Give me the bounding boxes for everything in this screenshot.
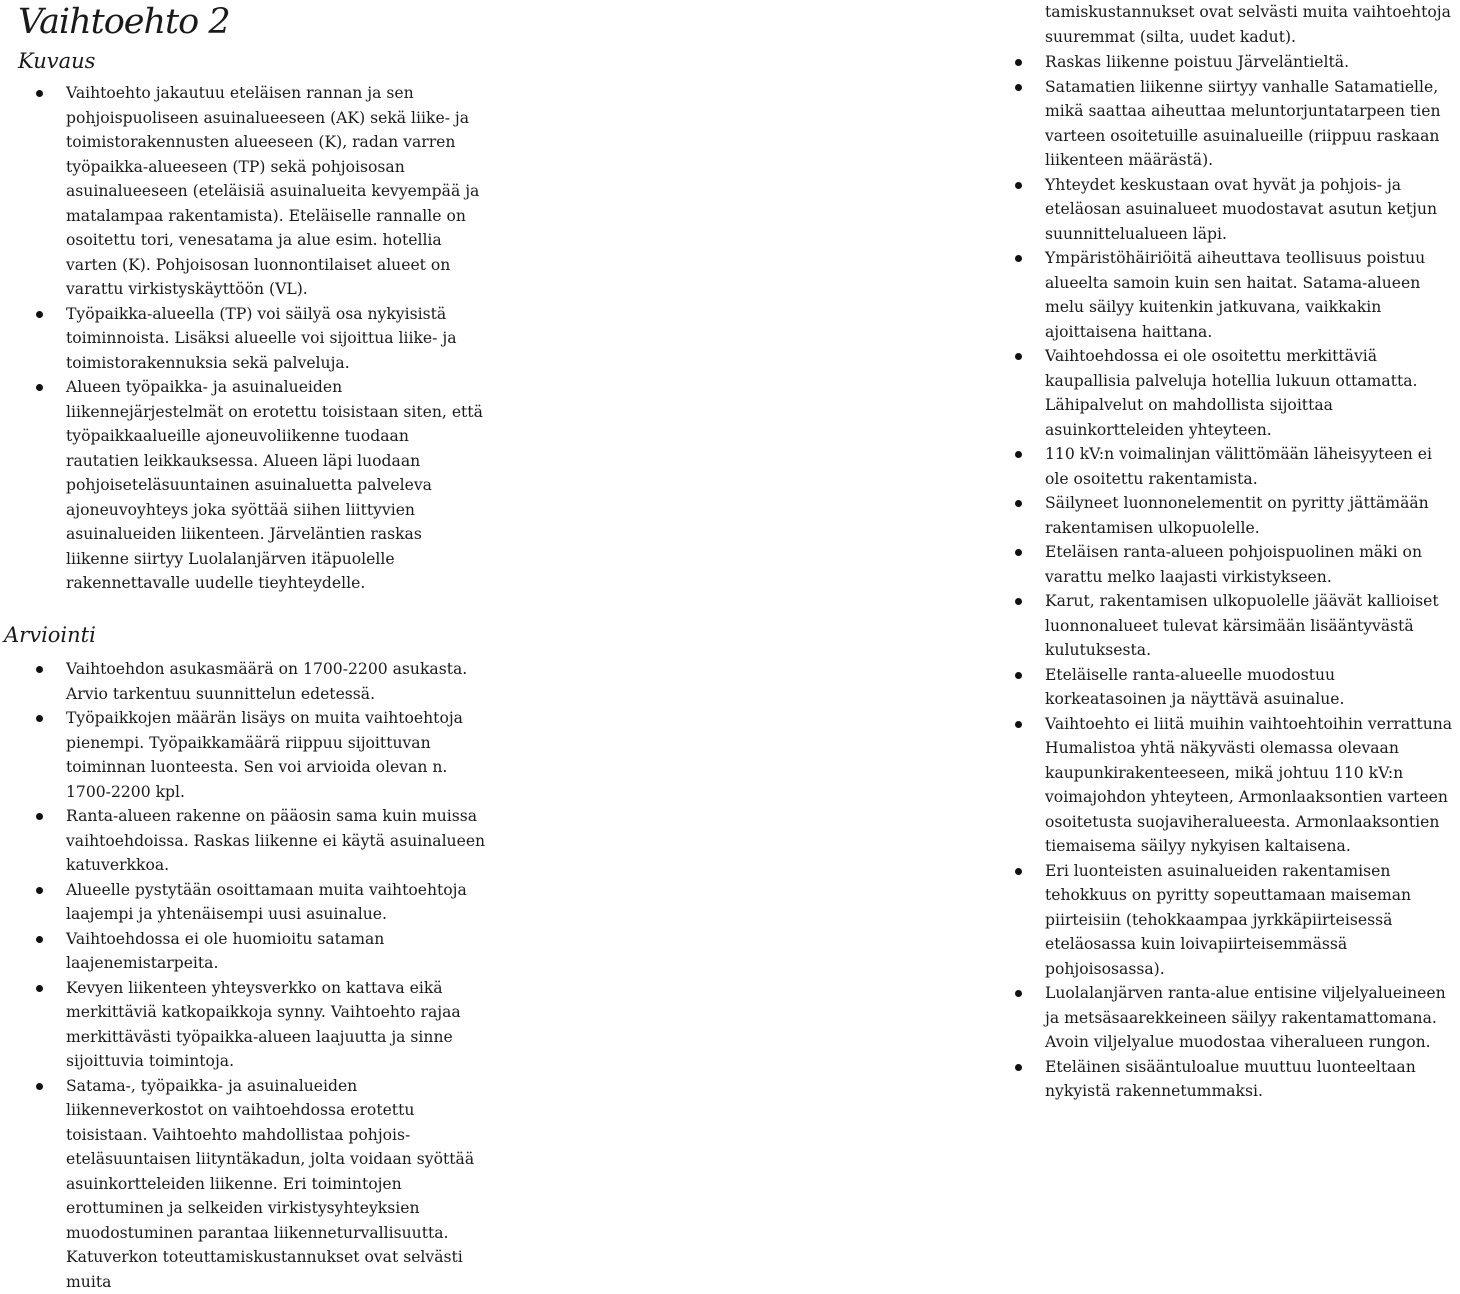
list-item (66, 706, 494, 804)
list-item-text: 110 kV:n voimalinjan välittömään läheisyyteen ei ole osoitettu rakentamista. (1045, 445, 1432, 488)
list-item-text: Vaihtoehdossa ei ole huomioitu sataman laajenemistarpeita. (66, 930, 384, 973)
list-item (1045, 344, 1460, 442)
page-title: Vaihtoehto 2 (18, 2, 230, 42)
list-item (1045, 663, 1460, 712)
list-item-text: Vaihtoehto ei liitä muihin vaihtoehtoihin verrattuna Humalistoa yhtä näkyvästi olemassa olevaan kaupunkirakenteeseen, mikä johtuu 110 kV:n voimajohdon yhteyteen, Armonlaaksontien varteen osoitetusta suojaviheralueesta. Armonlaaksontien tiemaisema säilyy nykyisen kaltaisena. (1045, 715, 1452, 856)
list-item (1045, 491, 1460, 540)
list-item (1045, 1055, 1460, 1104)
bullet-icon (1015, 84, 1022, 91)
list-item (66, 927, 494, 976)
bullet-icon (36, 666, 43, 673)
list-item-text: Alueen työpaikka- ja asuinalueiden liikennejärjestelmät on erotettu toisistaan siten, että työpaikkaalueille ajoneuvoliikenne tuodaan rautatien leikkauksessa. Alueen läpi luodaan pohjoiseteläsuuntainen asuinaluetta palveleva ajoneuvoyhteys joka syöttää siihen liittyvien asuinalueiden liikenteen. Järveläntien raskas liikenne siirtyy Luolalanjärven itäpuolelle rakennettavalle uudelle tieyhteydelle. (66, 378, 483, 592)
bullet-icon (1015, 990, 1022, 997)
arviointi-list (66, 657, 494, 1294)
bullet-icon (1015, 353, 1022, 360)
list-item-text: Työpaikkojen määrän lisäys on muita vaihtoehtoja pienempi. Työpaikkamäärä riippuu sijoittuvan toiminnan luonteesta. Sen voi arvioida olevan n. 1700-2200 kpl. (66, 709, 463, 801)
continued-text: tamiskustannukset ovat selvästi muita vaihtoehtoja suuremmat (silta, uudet kadut). (1045, 0, 1460, 49)
bullet-icon (36, 715, 43, 722)
list-item (1045, 50, 1460, 75)
list-item (1045, 540, 1460, 589)
bullet-icon (1015, 255, 1022, 262)
list-item (1045, 712, 1460, 859)
list-item-text: Luolalanjärven ranta-alue entisine viljelyalueineen ja metsäsaarekkeineen säilyy rakentamattomana. Avoin viljelyalue muodostaa viheralueen rungon. (1045, 984, 1446, 1051)
bullet-icon (36, 887, 43, 894)
bullet-icon (36, 311, 43, 318)
kuvaus-list (66, 81, 486, 596)
bullet-icon (36, 985, 43, 992)
bullet-icon (1015, 549, 1022, 556)
list-item-text: Ympäristöhäiriöitä aiheuttava teollisuus poistuu alueelta samoin kuin sen haitat. Satama-alueen melu säilyy kuitenkin jatkuvana, vaikkakin ajoittaisena haittana. (1045, 249, 1425, 341)
list-item-text: Eteläiselle ranta-alueelle muodostuu korkeatasoinen ja näyttävä asuinalue. (1045, 666, 1345, 709)
list-item-text: Säilyneet luonnonelementit on pyritty jättämään rakentamisen ulkopuolelle. (1045, 494, 1429, 537)
bullet-icon (36, 813, 43, 820)
list-item-text: Satama-, työpaikka- ja asuinalueiden liikenneverkostot on vaihtoehdossa erotettu toisistaan. Vaihtoehto mahdollistaa pohjois-eteläsuuntaisen liityntäkadun, jolta voidaan syöttää asuinkortteleiden liikenne. Eri toimintojen erottuminen ja selkeiden virkistysyhteyksien muodostuminen parantaa liikenneturvallisuutta. Katuverkon toteuttamiskustannukset ovat selvästi muita (66, 1077, 474, 1291)
bullet-icon (1015, 500, 1022, 507)
list-item (66, 302, 486, 376)
list-item-text: Karut, rakentamisen ulkopuolelle jäävät kallioiset luonnonalueet tulevat kärsimään lisääntyvästä kulutuksesta. (1045, 592, 1439, 659)
list-item (1045, 859, 1460, 982)
list-item-text: Vaihtoehto jakautuu eteläisen rannan ja sen pohjoispuoliseen asuinalueeseen (AK) sekä liike- ja toimistorakennusten alueeseen (K), radan varren työpaikka-alueeseen (TP) sekä pohjoisosan asuinalueeseen (eteläisiä asuinalueita kevyempää ja matalampaa rakentamista). Eteläiselle rannalle on osoitettu tori, venesatama ja alue esim. hotellia varten (K). Pohjoisosan luonnontilaiset alueet on varattu virkistyskäyttöön (VL). (66, 84, 479, 298)
arviointi-list-continued (1045, 50, 1460, 1104)
list-item-text: Vaihtoehdon asukasmäärä on 1700-2200 asukasta. Arvio tarkentuu suunnittelun edetessä. (66, 660, 467, 703)
list-item-text: Työpaikka-alueella (TP) voi säilyä osa nykyisistä toiminnoista. Lisäksi alueelle voi sijoittua liike- ja toimistorakennuksia sekä palveluja. (66, 305, 457, 372)
list-item (1045, 75, 1460, 173)
list-item-text: Eteläinen sisääntuloalue muuttuu luonteeltaan nykyistä rakennetummaksi. (1045, 1058, 1416, 1101)
bullet-icon (36, 1083, 43, 1090)
bullet-icon (1015, 598, 1022, 605)
list-item (66, 804, 494, 878)
list-item-text: Satamatien liikenne siirtyy vanhalle Satamatielle, mikä saattaa aiheuttaa meluntorjuntatarpeen tien varteen osoitetuille asuinalueille (riippuu raskaan liikenteen määrästä). (1045, 78, 1441, 170)
bullet-icon (1015, 868, 1022, 875)
bullet-icon (1015, 59, 1022, 66)
list-item-text: Alueelle pystytään osoittamaan muita vaihtoehtoja laajempi ja yhtenäisempi uusi asuinalue. (66, 881, 467, 924)
section-heading-arviointi: Arviointi (4, 622, 96, 648)
list-item-text: Kevyen liikenteen yhteysverkko on kattava eikä merkittäviä katkopaikkoja synny. Vaihtoehto rajaa merkittävästi työpaikka-alueen laajuutta ja sinne sijoittuvia toimintoja. (66, 979, 461, 1071)
section-heading-kuvaus: Kuvaus (18, 48, 95, 74)
bullet-icon (36, 936, 43, 943)
bullet-icon (1015, 672, 1022, 679)
list-item-text: Eteläisen ranta-alueen pohjoispuolinen mäki on varattu melko laajasti virkistykseen. (1045, 543, 1422, 586)
list-item (66, 976, 494, 1074)
list-item (1045, 246, 1460, 344)
list-item (1045, 589, 1460, 663)
list-item (66, 1074, 494, 1294)
list-item (1045, 173, 1460, 247)
bullet-icon (1015, 721, 1022, 728)
list-item-text: Raskas liikenne poistuu Järveläntieltä. (1045, 53, 1349, 71)
list-item (1045, 442, 1460, 491)
list-item (66, 878, 494, 927)
bullet-icon (1015, 451, 1022, 458)
list-item (66, 375, 486, 596)
list-item-text: Vaihtoehdossa ei ole osoitettu merkittäviä kaupallisia palveluja hotellia lukuun ottamatta. Lähipalvelut on mahdollista sijoittaa asuinkortteleiden yhteyteen. (1045, 347, 1418, 439)
bullet-icon (1015, 1064, 1022, 1071)
list-item (66, 81, 486, 302)
list-item-text: Ranta-alueen rakenne on pääosin sama kuin muissa vaihtoehdoissa. Raskas liikenne ei käytä asuinalueen katuverkkoa. (66, 807, 485, 874)
bullet-icon (1015, 182, 1022, 189)
list-item (66, 657, 494, 706)
list-item-text: Yhteydet keskustaan ovat hyvät ja pohjois- ja eteläosan asuinalueet muodostavat asutun ketjun suunnittelualueen läpi. (1045, 176, 1437, 243)
list-item (1045, 981, 1460, 1055)
bullet-icon (36, 384, 43, 391)
bullet-icon (36, 90, 43, 97)
list-item-text: Eri luonteisten asuinalueiden rakentamisen tehokkuus on pyritty sopeuttamaan maiseman piirteisiin (tehokkaampaa jyrkkäpiirteisessä eteläosassa kuin loivapiirteisemmässä pohjoisosassa). (1045, 862, 1411, 978)
